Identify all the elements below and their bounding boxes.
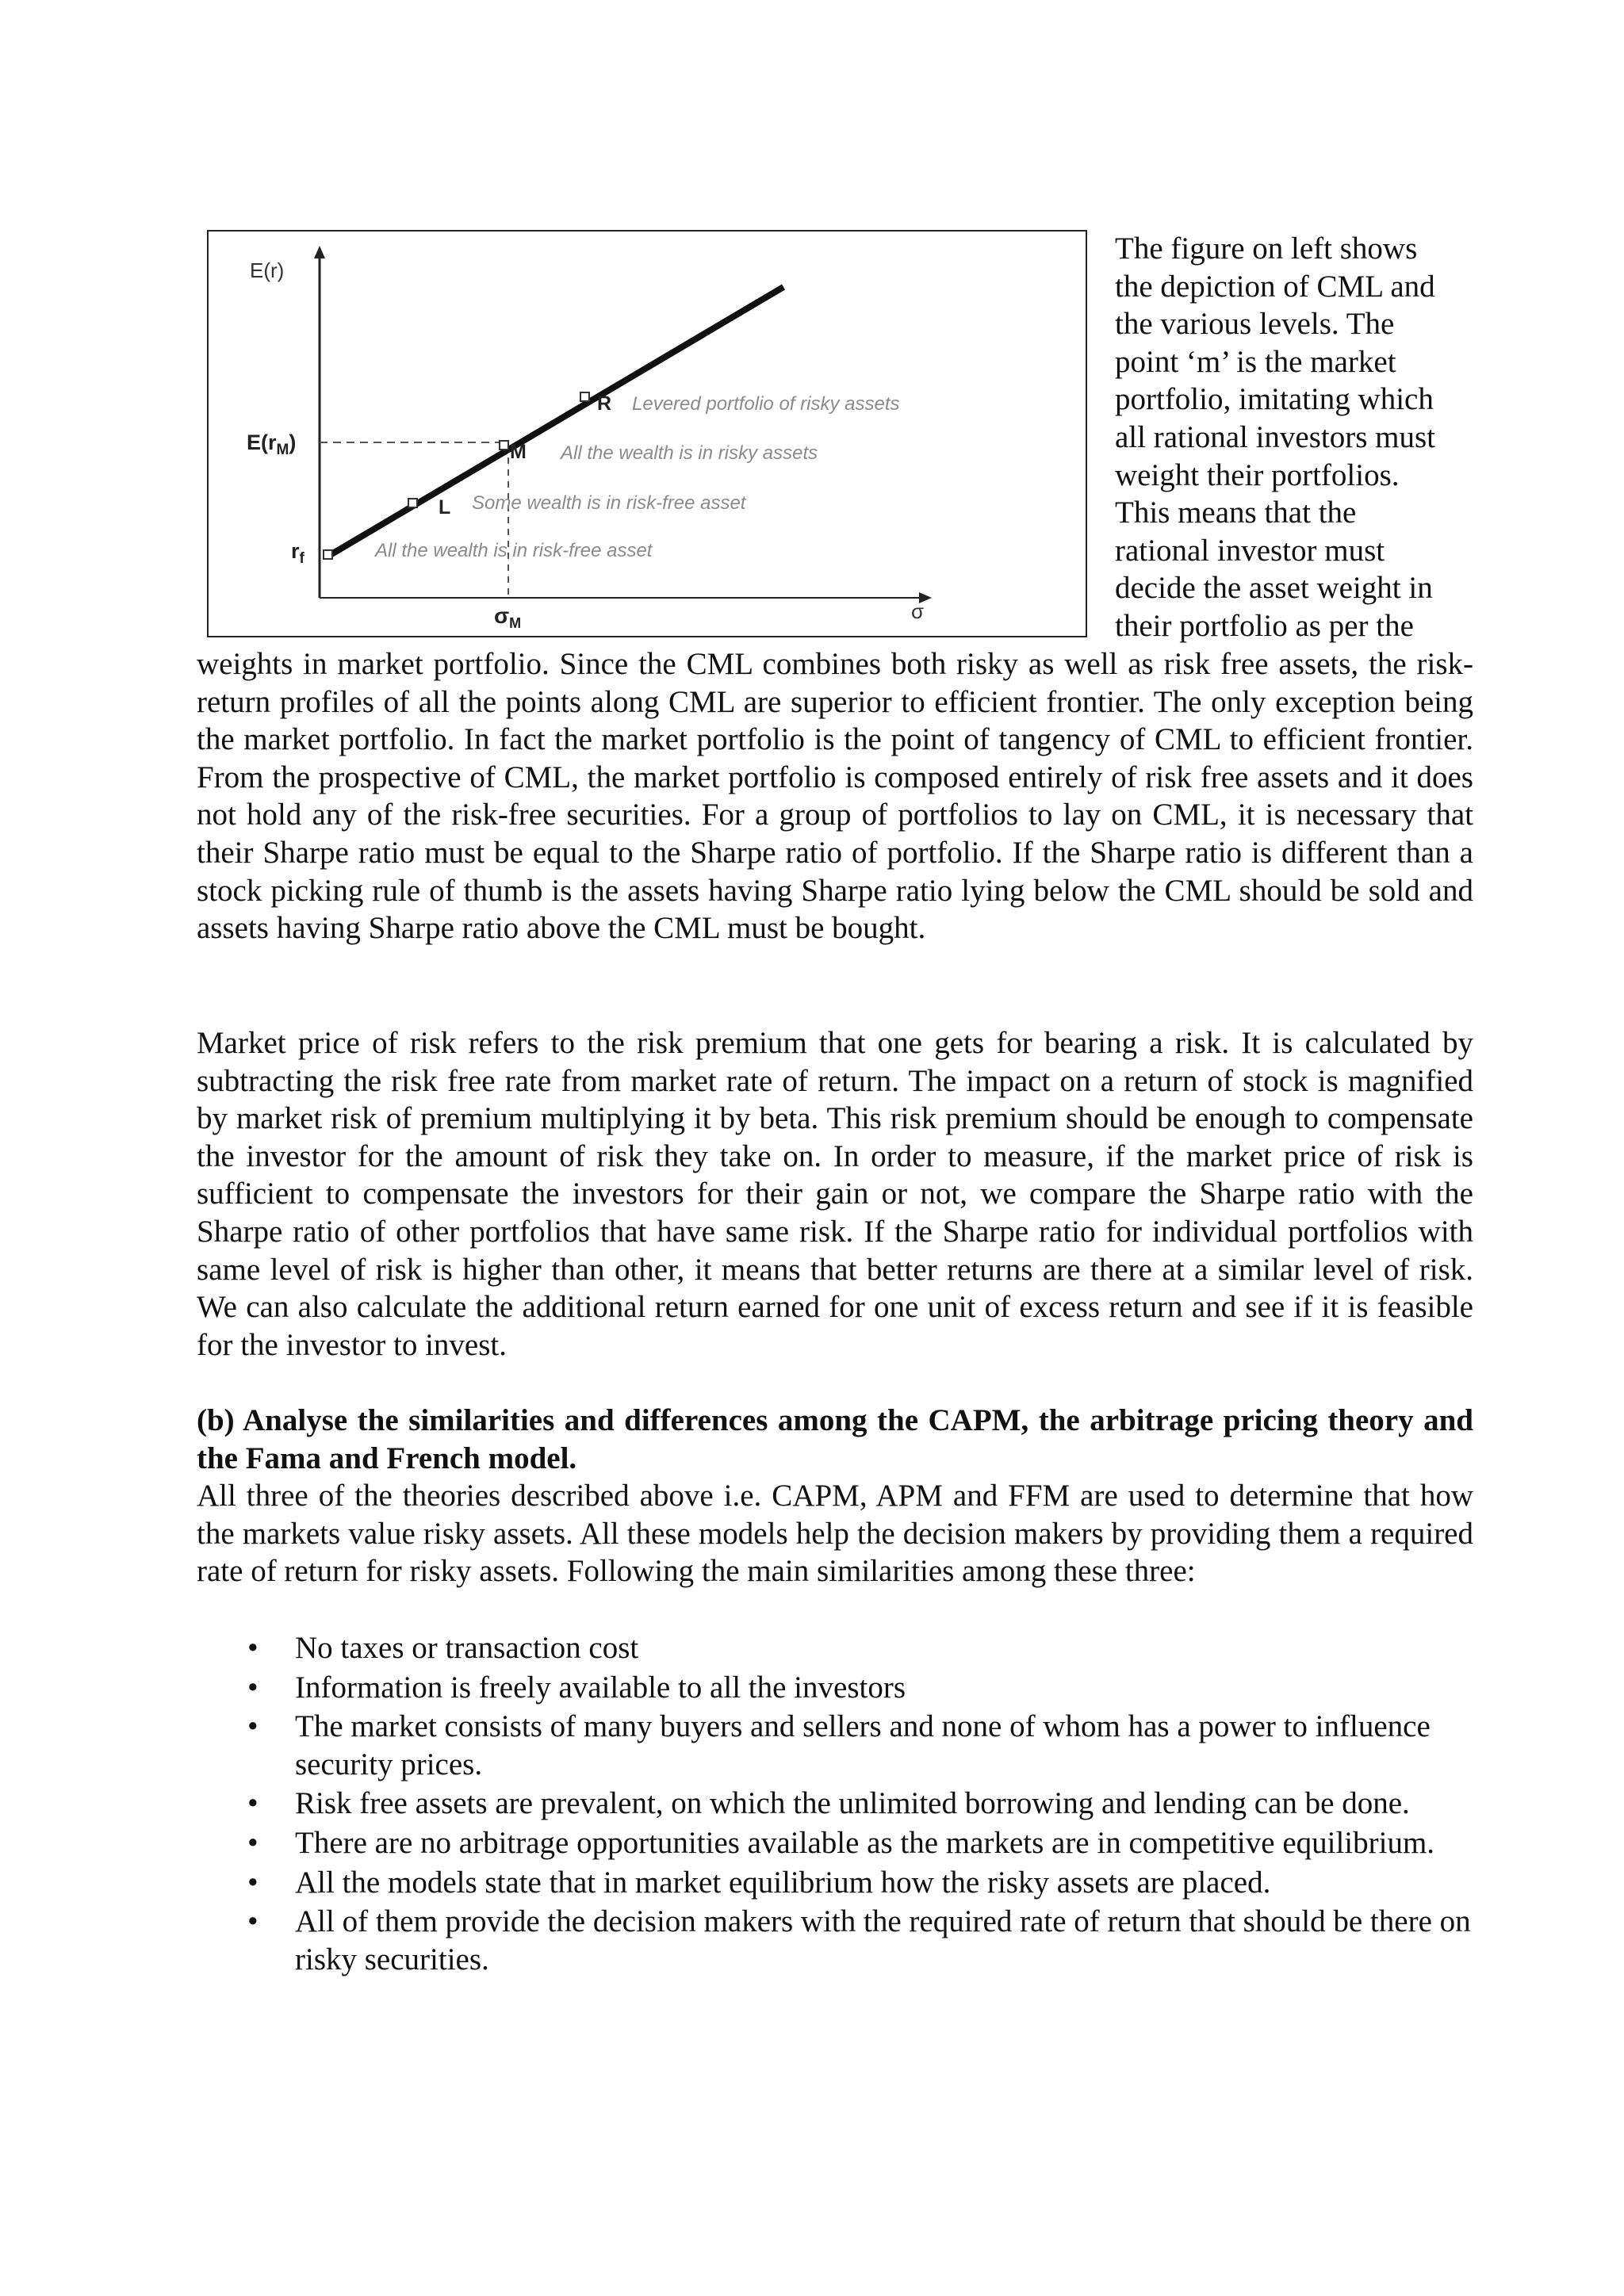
market-price-of-risk-paragraph [197,1024,1473,1364]
bullet-marker: • [247,1865,259,1900]
similarities-list [197,1629,1473,1980]
cml-diagram [209,232,1089,639]
bullet-marker: • [247,1825,259,1860]
y-axis-label: E(r) [250,258,285,282]
sigma-m-label: $\sigma_M$ [494,603,522,631]
list-item-text: There are no arbitrage opportunities available as the markets are in competitive equilibrium. [295,1825,1435,1860]
point-l-marker [408,499,417,507]
section-intro: All three of the theories described above i.e. CAPM, APM and FFM are used to determine that how the markets value risky assets. All these models help the decision makers by providing them a required rate of return for risky assets. Following the main similarities among these three: [197,1479,1473,1589]
list-item [197,1785,1473,1823]
side-line: their portfolio as per the [1115,608,1414,643]
side-line: the various levels. The [1115,307,1395,342]
side-line: portfolio, imitating which [1115,382,1434,417]
point-m-marker [500,441,508,450]
side-line: weight their portfolios. [1115,457,1400,492]
cml-paragraph [197,645,1473,947]
paragraph-text: Market price of risk refers to the risk premium that one gets for bearing a risk. It is calculated by subtracting the risk free rate from market rate of return. The impact on a return of stock is magnified by market risk of premium multiplying it by beta. This risk premium should be enough to compensate the investor for the amount of risk they take on. In order to measure, if the market price of risk is sufficient to compensate the investors for their gain or not, we compare the Sharpe ratio with the Sharpe ratio of other portfolios that have same risk. If the Sharpe ratio for individual portfolios with same level of risk is higher than other, it means that better returns are there at a similar level of risk. We can also calculate the additional return earned for one unit of excess return and see if it is feasible for the investor to invest. [197,1026,1473,1362]
side-line: rational investor must [1115,533,1385,568]
list-item [197,1629,1473,1667]
list-item [197,1864,1473,1902]
side-line: This means that the [1115,496,1357,530]
list-item [197,1824,1473,1862]
list-item [197,1669,1473,1707]
list-item-text: Information is freely available to all the investors [295,1670,906,1705]
label-some-riskfree: Some wealth is in risk-free asset [472,492,746,514]
point-l-letter: L [439,496,451,519]
label-all-riskfree: All the wealth is in risk-free asset [375,540,653,561]
label-all-risky: All the wealth is in risky assets [561,442,818,464]
side-line: the depiction of CML and [1115,269,1435,304]
side-line: The figure on left shows [1115,232,1418,266]
point-r-letter: R [597,392,612,415]
rf-label: $r_f$ [291,539,304,567]
cml-line [327,287,783,557]
figure-side-text [1115,230,1464,645]
bullet-marker: • [247,1709,259,1744]
list-item-text: No taxes or transaction cost [295,1631,639,1665]
list-item [197,1903,1473,1978]
section-heading: (b) Analyse the similarities and differences among the CAPM, the arbitrage pricing theory and the Fama and French model. [197,1403,1473,1475]
label-levered-portfolio: Levered portfolio of risky assets [632,393,900,415]
list-item-text: Risk free assets are prevalent, on which the unlimited borrowing and lending can be done. [295,1786,1410,1821]
list-item-text: All the models state that in market equilibrium how the risky assets are placed. [295,1865,1271,1900]
erm-label: $E(r_M)$ [247,430,297,458]
paragraph-text: weights in market portfolio. Since the CML combines both risky as well as risk free assets, the risk-return profiles of all the points along CML are superior to efficient frontier. The only exception being the market portfolio. In fact the market portfolio is the point of tangency of CML to efficient frontier. From the prospective of CML, the market portfolio is composed entirely of risk free assets and it does not hold any of the risk-free securities. For a group of portfolios to lay on CML, it is necessary that their Sharpe ratio must be equal to the Sharpe ratio of portfolio. If the Sharpe ratio is different than a stock picking rule of thumb is the assets having Sharpe ratio lying below the CML should be sold and assets having Sharpe ratio above the CML must be bought. [197,647,1473,946]
bullet-marker: • [247,1670,259,1705]
y-axis-arrow [314,246,325,258]
cml-figure [207,230,1087,637]
side-line: point ‘m’ is the market [1115,344,1396,379]
list-item-text: The market consists of many buyers and sellers and none of whom has a power to influence security prices. [295,1709,1431,1781]
list-item [197,1708,1473,1783]
bullet-marker: • [247,1631,259,1665]
section-b [197,1402,1473,1590]
point-m-letter: M [510,441,527,463]
point-rf-marker [324,550,332,559]
side-line: all rational investors must [1115,419,1436,454]
x-axis-label: σ [911,599,925,623]
point-r-marker [580,392,589,401]
bullet-marker: • [247,1786,259,1821]
bullet-marker: • [247,1904,259,1939]
side-line: decide the asset weight in [1115,571,1433,606]
list-item-text: All of them provide the decision makers with the required rate of return that should be there on risky securities. [295,1904,1471,1976]
